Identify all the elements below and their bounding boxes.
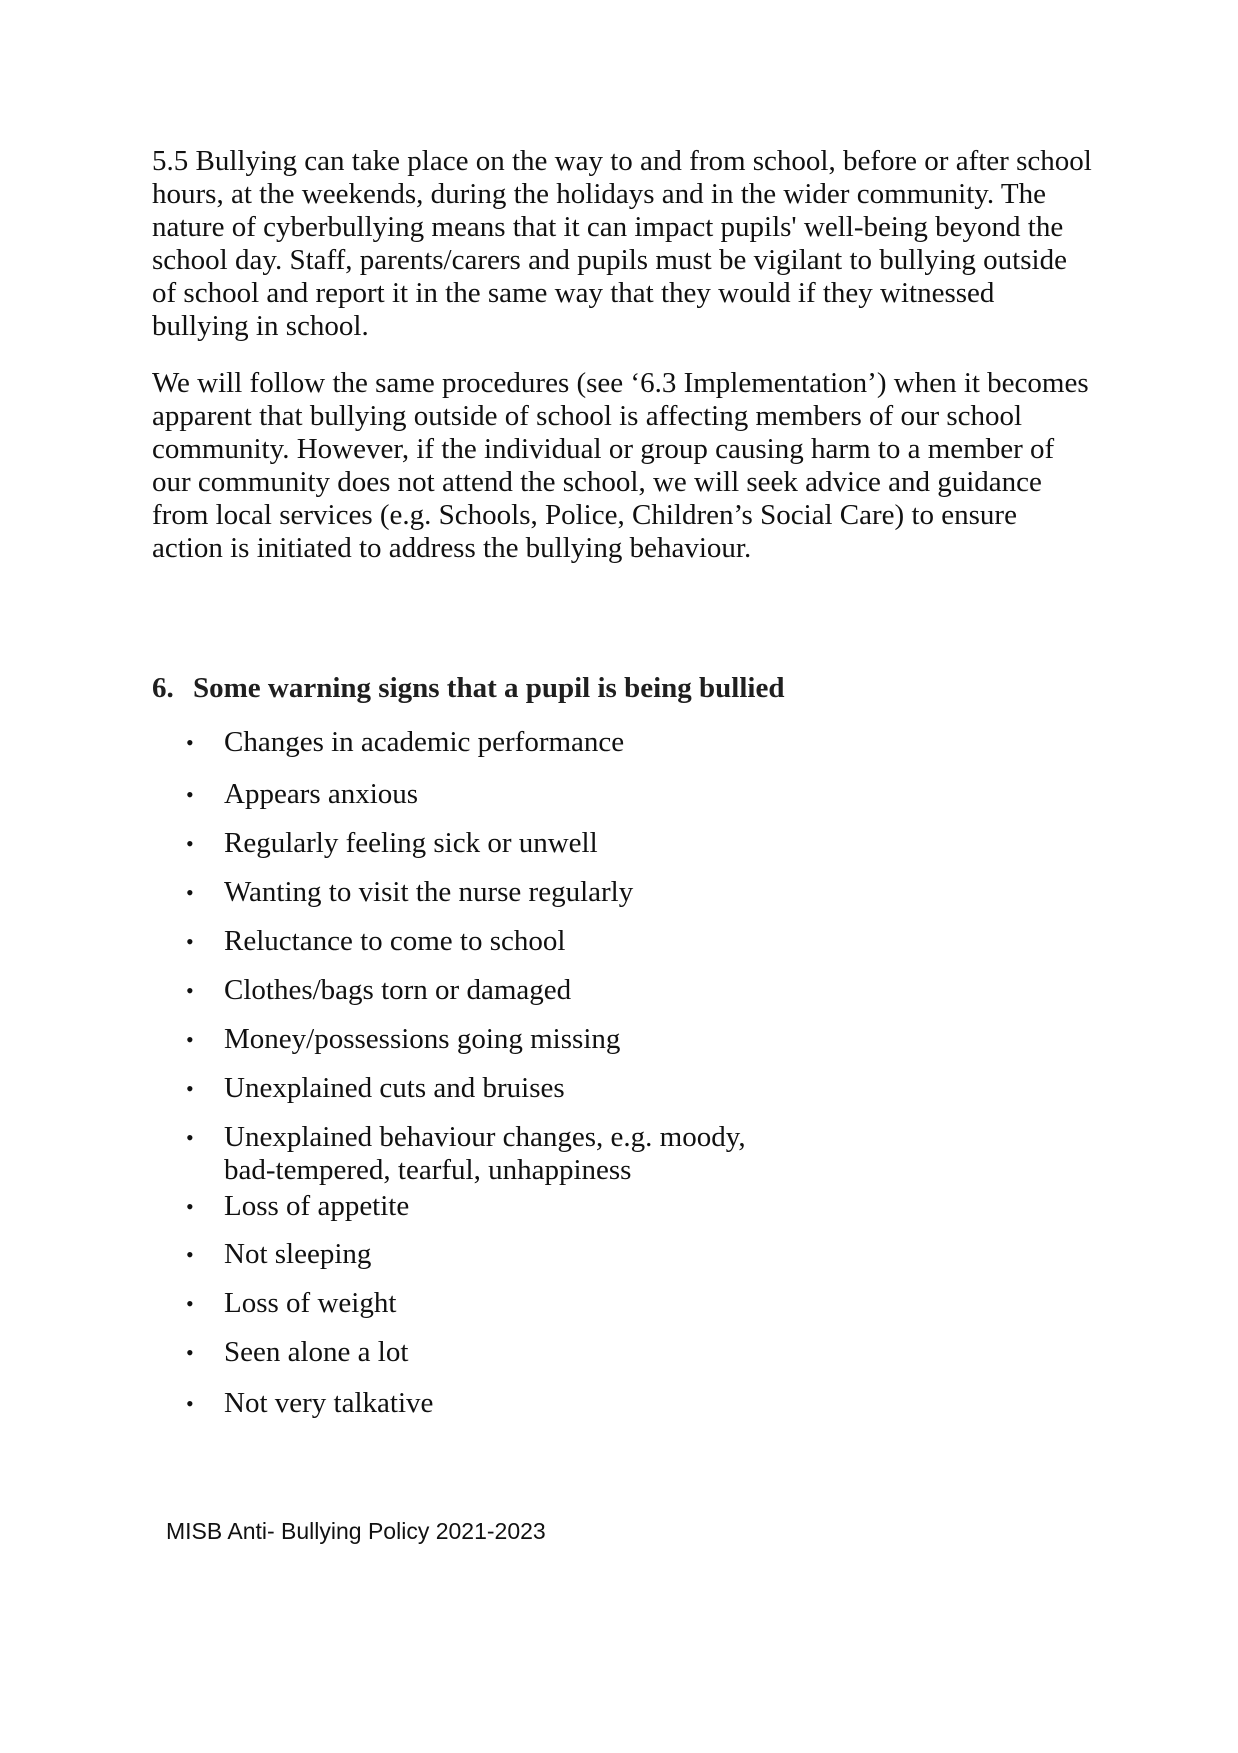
page-footer: MISB Anti- Bullying Policy 2021-2023 bbox=[166, 1518, 546, 1544]
section-heading bbox=[152, 672, 784, 705]
list-item: • Unexplained behaviour changes, e.g. moody, bad-tempered, tearful, unhappiness bbox=[186, 1121, 746, 1186]
list-item: • Regularly feeling sick or unwell bbox=[186, 827, 598, 859]
list-item: • Seen alone a lot bbox=[186, 1336, 409, 1368]
list-item: • Money/possessions going missing bbox=[186, 1023, 621, 1055]
list-item: • Loss of appetite bbox=[186, 1190, 410, 1222]
bullet-icon: • bbox=[186, 978, 194, 1003]
list-item: • Wanting to visit the nurse regularly bbox=[186, 876, 634, 908]
list-item: • Reluctance to come to school bbox=[186, 925, 566, 957]
section-number: 6. bbox=[152, 672, 174, 704]
bullet-icon: • bbox=[186, 1194, 194, 1219]
bullet-icon: • bbox=[186, 1125, 194, 1150]
bullet-icon: • bbox=[186, 730, 194, 755]
bullet-icon: • bbox=[186, 782, 194, 807]
bullet-icon: • bbox=[186, 1242, 194, 1267]
list-item: • Appears anxious bbox=[186, 778, 419, 810]
section-title: Some warning signs that a pupil is being bullied bbox=[193, 672, 785, 704]
bullet-icon: • bbox=[186, 1291, 194, 1316]
list-item: • Unexplained cuts and bruises bbox=[186, 1072, 565, 1104]
list-item: • Changes in academic performance bbox=[186, 726, 625, 758]
bullet-icon: • bbox=[186, 929, 194, 954]
bullet-icon: • bbox=[186, 1076, 194, 1101]
list-item: • Not sleeping bbox=[186, 1238, 372, 1270]
paragraph-off-site-bullying: 5.5 Bullying can take place on the way to and from school, before or after school hours, at the weekends, during the holidays and in the wider community. The nature of cyberbullying means that it can impact pupils' well-being beyond the school day. Staff, parents/carers and pupils must be vigilant to bullying outside of school and report it in the same way that they would if they witnessed bullying in school. bbox=[152, 145, 1092, 342]
list-item: • Clothes/bags torn or damaged bbox=[186, 974, 572, 1006]
bullet-icon: • bbox=[186, 1027, 194, 1052]
list-item: • Not very talkative bbox=[186, 1387, 434, 1419]
bullet-icon: • bbox=[186, 1340, 194, 1365]
bullet-icon: • bbox=[186, 880, 194, 905]
paragraph-procedures: We will follow the same procedures (see ‘6.3 Implementation’) when it becomes apparent that bullying outside of school is affecting members of our school community. However, if the individual or group causing harm to a member of our community does not attend the school, we will seek advice and guidance from local services (e.g. Schools, Police, Children’s Social Care) to ensure action is initiated to address the bullying behaviour. bbox=[152, 367, 1089, 564]
bullet-icon: • bbox=[186, 831, 194, 856]
bullet-icon: • bbox=[186, 1391, 194, 1416]
list-item: • Loss of weight bbox=[186, 1287, 397, 1319]
